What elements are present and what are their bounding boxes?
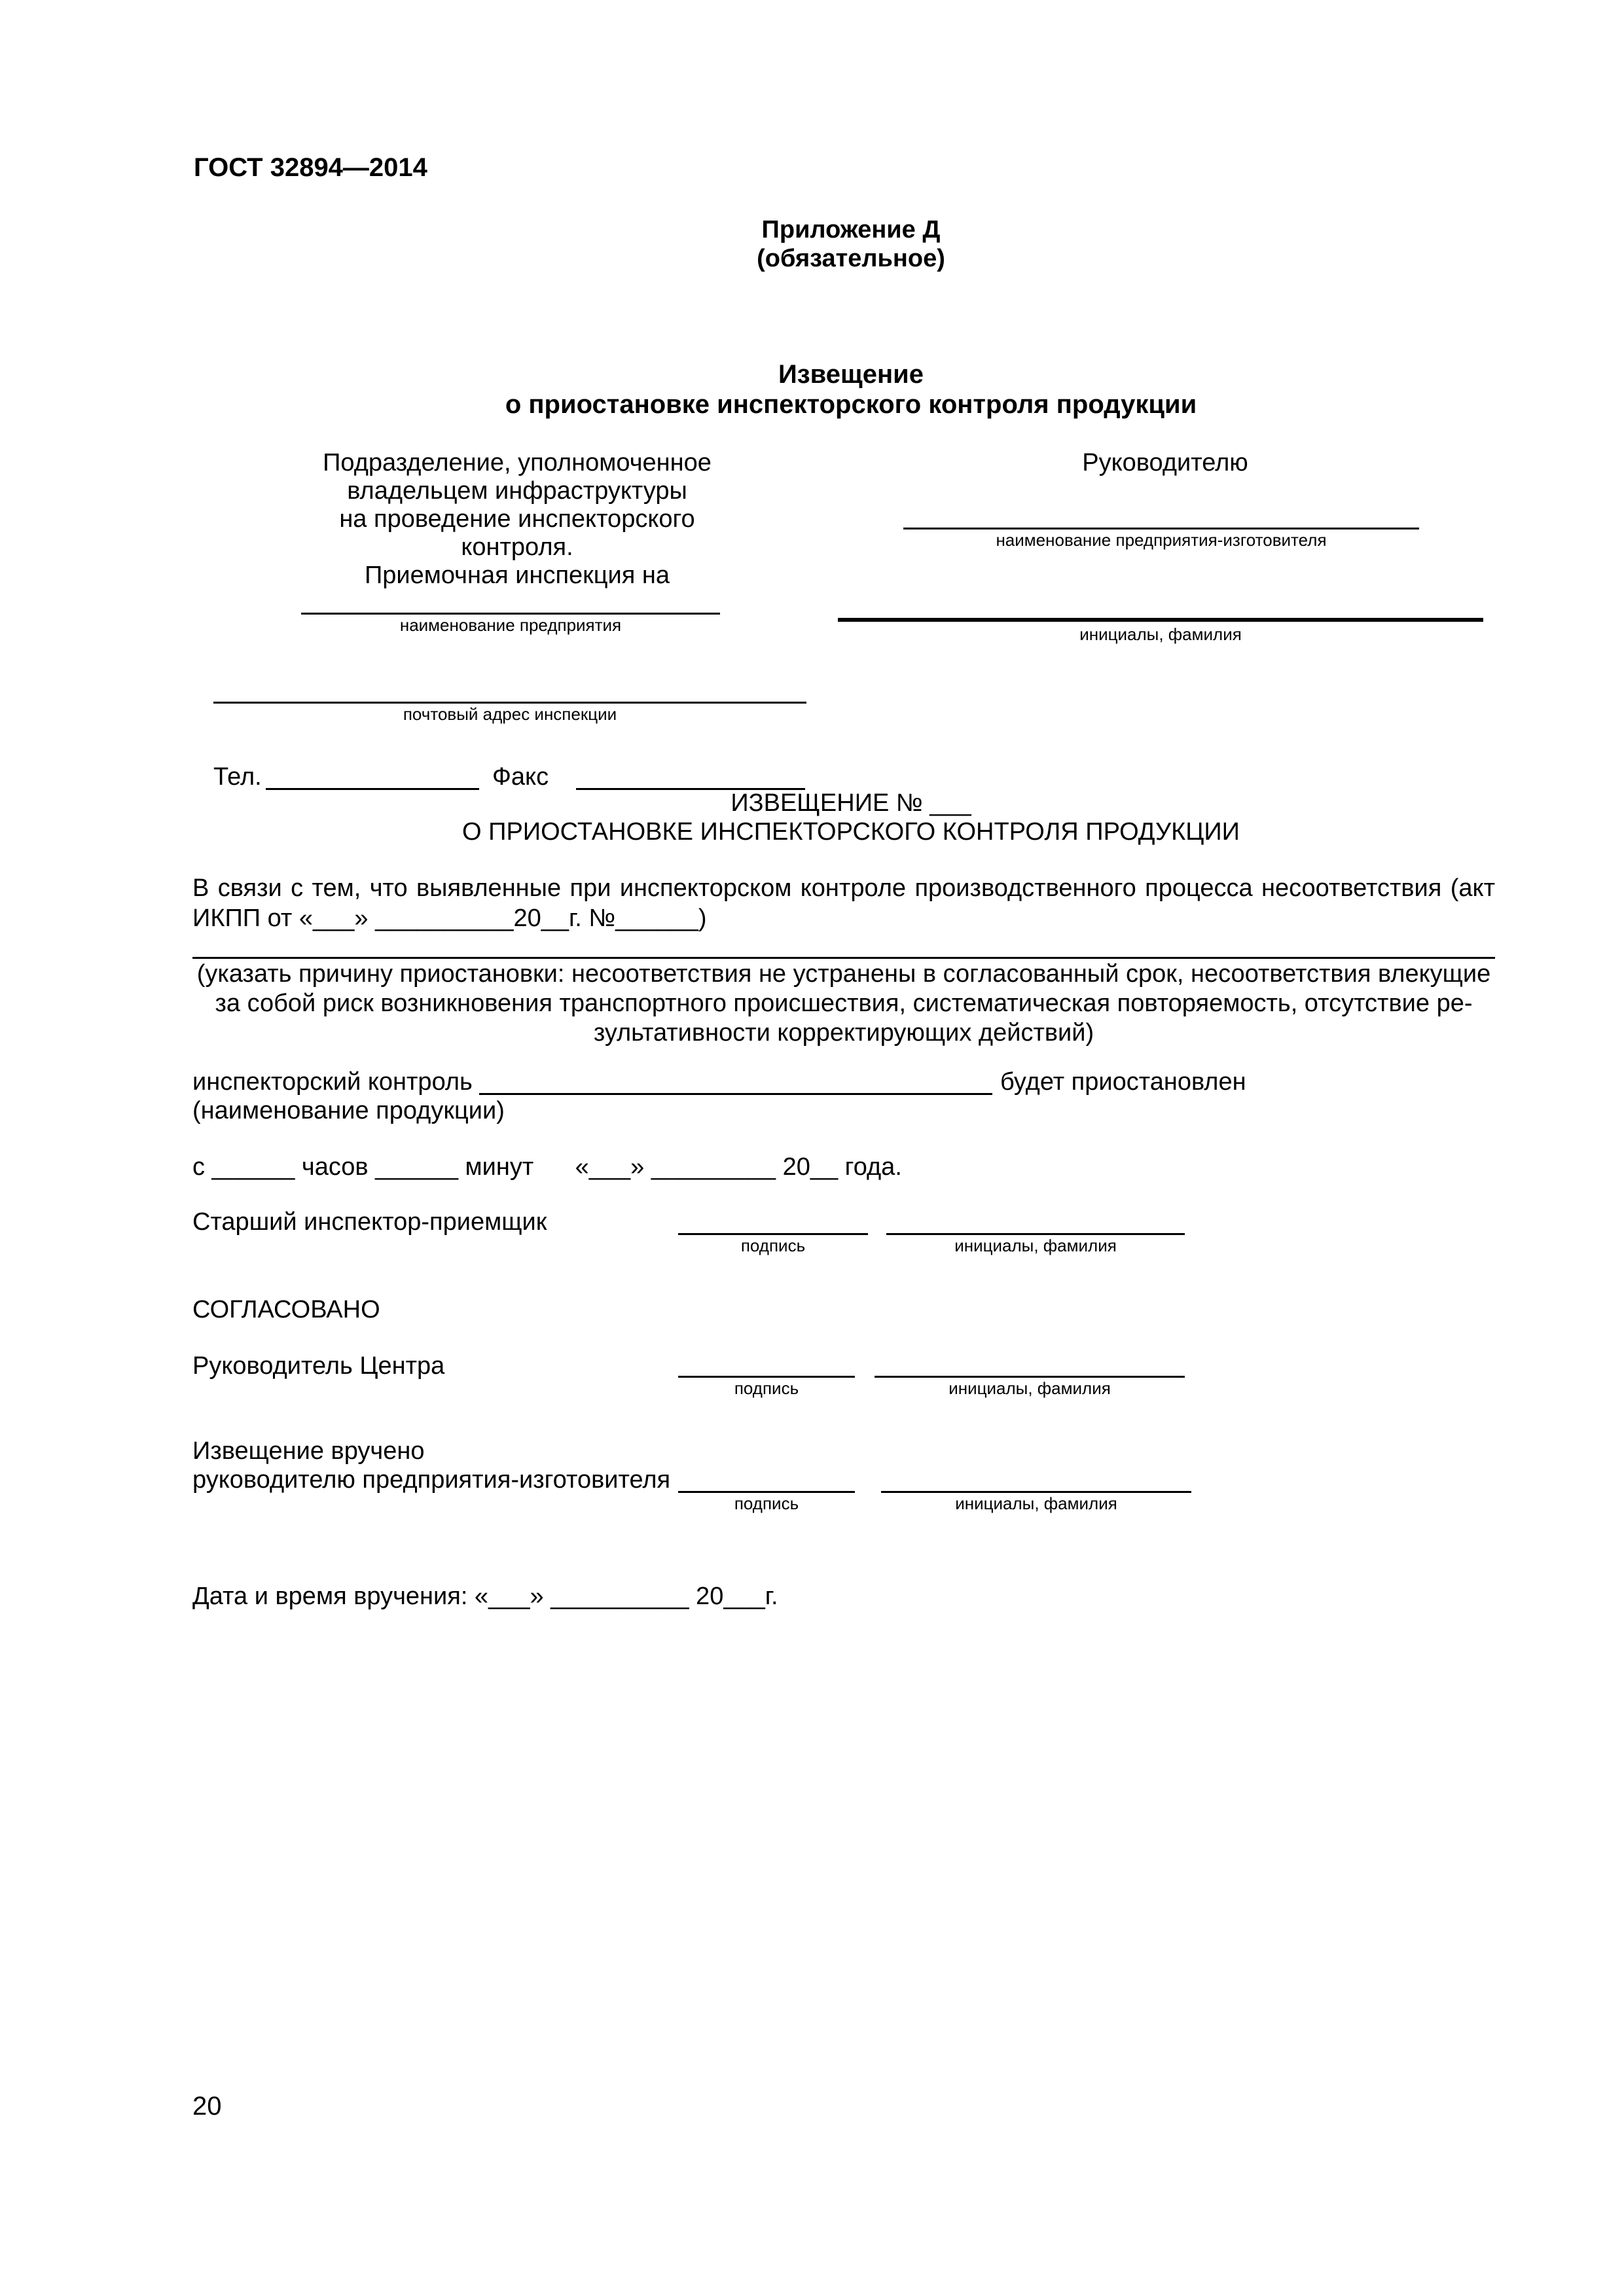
recipient-initials-caption: инициалы, фамилия: [1079, 624, 1242, 644]
initials-caption: инициалы, фамилия: [948, 1378, 1111, 1398]
signature-caption: подпись: [734, 1494, 799, 1513]
appendix-title: Приложение Д: [761, 216, 941, 243]
enterprise-name-field[interactable]: [301, 613, 720, 615]
suspension-reason-field[interactable]: [192, 957, 1495, 959]
reason-hint-line1: (указать причину приостановки: несоответствия не устранены в согласованный срок, несоответствия влекущие: [196, 960, 1491, 988]
handed-label-line2: руководителю предприятия-изготовителя: [192, 1466, 671, 1494]
senior-inspector-initials-field[interactable]: [886, 1233, 1185, 1235]
reason-hint-line2: за собой риск возникновения транспортного происшествия, систематическая повторяемость, отсутствие ре-: [215, 990, 1473, 1017]
agreed-label: СОГЛАСОВАНО: [192, 1296, 380, 1323]
phone-label: Тел.: [213, 763, 262, 791]
signature-caption: подпись: [740, 1236, 806, 1255]
initials-caption: инициалы, фамилия: [954, 1236, 1117, 1255]
issuer-line3: на проведение инспекторского: [339, 505, 695, 533]
inspection-address-caption: почтовый адрес инспекции: [403, 704, 617, 724]
inspection-address-field[interactable]: [213, 702, 806, 704]
issuer-line4: контроля.: [461, 533, 573, 561]
issuer-line1: Подразделение, уполномоченное: [323, 449, 712, 476]
page-number: 20: [192, 2092, 222, 2121]
issuer-block: [288, 449, 746, 590]
control-suffix: будет приостановлен: [1000, 1068, 1246, 1096]
reason-paragraph-line1: В связи с тем, что выявленные при инспекторском контроле производственного процесса несоответствия (акт: [192, 874, 1495, 902]
standard-code: ГОСТ 32894—2014: [194, 153, 427, 182]
reason-paragraph-line2: ИКПП от «___» __________20__г. №______): [192, 905, 707, 932]
phone-field[interactable]: [266, 788, 479, 790]
manufacturer-name-field[interactable]: [903, 528, 1419, 529]
reason-hint-line3: зультативности корректирующих действий): [593, 1019, 1094, 1047]
manufacturer-head-signature-field[interactable]: [678, 1491, 855, 1493]
notice-number-heading: ИЗВЕЩЕНИЕ № ___: [731, 789, 971, 817]
notice-title-line1: Извещение: [778, 360, 924, 389]
manufacturer-name-caption: наименование предприятия-изготовителя: [996, 530, 1327, 550]
center-head-label: Руководитель Центра: [192, 1352, 445, 1380]
handed-label-line1: Извещение вручено: [192, 1437, 425, 1465]
center-head-initials-field[interactable]: [875, 1376, 1185, 1378]
control-label: инспекторский контроль: [192, 1068, 473, 1096]
suspension-time-line: с ______ часов ______ минут «___» _________ 20__ года.: [192, 1153, 902, 1181]
product-name-caption: (наименование продукции): [192, 1097, 505, 1124]
fax-label: Факс: [492, 763, 549, 791]
recipient-initials-field[interactable]: [838, 618, 1483, 622]
issuer-line2: владельцем инфраструктуры: [347, 477, 687, 505]
signature-caption: подпись: [734, 1378, 799, 1398]
recipient-label: Руководителю: [1082, 449, 1248, 476]
suspension-reason-hint: [192, 960, 1495, 1048]
notice-subject-heading: О ПРИОСТАНОВКЕ ИНСПЕКТОРСКОГО КОНТРОЛЯ ПРОДУКЦИИ: [462, 818, 1240, 846]
notice-title-line2: о приостановке инспекторского контроля продукции: [505, 390, 1197, 419]
appendix-status: (обязательное): [757, 245, 945, 272]
issuer-line5: Приемочная инспекция на: [364, 562, 670, 589]
center-head-signature-field[interactable]: [678, 1376, 855, 1378]
initials-caption: инициалы, фамилия: [955, 1494, 1117, 1513]
delivery-date-line: Дата и время вручения: «___» __________ 20___г.: [192, 1583, 778, 1610]
manufacturer-head-initials-field[interactable]: [881, 1491, 1191, 1493]
senior-inspector-label: Старший инспектор-приемщик: [192, 1208, 547, 1236]
senior-inspector-signature-field[interactable]: [678, 1233, 868, 1235]
enterprise-name-caption: наименование предприятия: [399, 615, 622, 635]
product-name-field[interactable]: [479, 1093, 992, 1095]
